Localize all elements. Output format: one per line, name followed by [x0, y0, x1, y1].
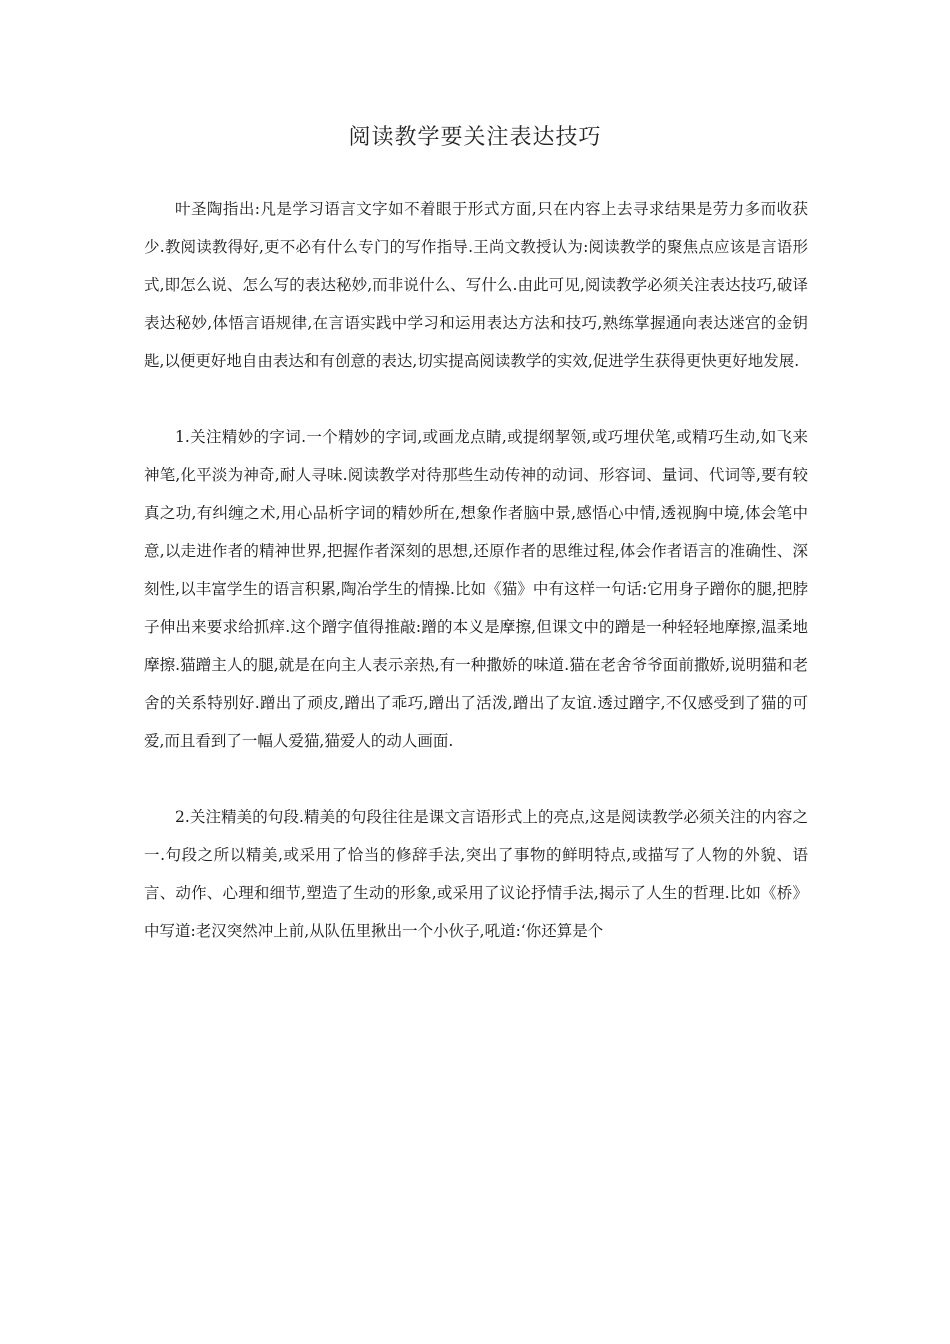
- document-body: [144, 190, 808, 988]
- paragraph-section-1: 1.关注精妙的字词.一个精妙的字词,或画龙点睛,或提纲挈领,或巧埋伏笔,或精巧生动,如飞来神笔,化平淡为神奇,耐人寻味.阅读教学对待那些生动传神的动词、形容词、量词、代词等,要有较真之功,有纠缠之术,用心品析字词的精妙所在,想象作者脑中景,感悟心中情,透视胸中境,体会笔中意,以走进作者的精神世界,把握作者深刻的思想,还原作者的思维过程,体会作者语言的准确性、深刻性,以丰富学生的语言积累,陶冶学生的情操.比如《猫》中有这样一句话:它用身子蹭你的腿,把脖子伸出来要求给抓痒.这个蹭字值得推敲:蹭的本义是摩擦,但课文中的蹭是一种轻轻地摩擦,温柔地摩擦.猫蹭主人的腿,就是在向主人表示亲热,有一种撒娇的味道.猫在老舍爷爷面前撒娇,说明猫和老舍的关系特别好.蹭出了顽皮,蹭出了乖巧,蹭出了活泼,蹭出了友谊.透过蹭字,不仅感受到了猫的可爱,而且看到了一幅人爱猫,猫爱人的动人画面.: [144, 428, 808, 750]
- paragraph-section-2: 2.关注精美的句段.精美的句段往往是课文言语形式上的亮点,这是阅读教学必须关注的内容之一.句段之所以精美,或采用了恰当的修辞手法,突出了事物的鲜明特点,或描写了人物的外貌、语言、动作、心理和细节,塑造了生动的形象,或采用了议论抒情手法,揭示了人生的哲理.比如《桥》中写道:老汉突然冲上前,从队伍里揪出一个小伙子,吼道:‘你还算是个: [144, 808, 808, 940]
- document-title: 阅读教学要关注表达技巧: [348, 125, 602, 150]
- paragraph-intro: 叶圣陶指出:凡是学习语言文字如不着眼于形式方面,只在内容上去寻求结果是劳力多而收获少.教阅读教得好,更不必有什么专门的写作指导.王尚文教授认为:阅读教学的聚焦点应该是言语形式,即怎么说、怎么写的表达秘妙,而非说什么、写什么.由此可见,阅读教学必须关注表达技巧,破译表达秘妙,体悟言语规律,在言语实践中学习和运用表达方法和技巧,熟练掌握通向表达迷宫的金钥匙,以便更好地自由表达和有创意的表达,切实提高阅读教学的实效,促进学生获得更快更好地发展.: [144, 200, 808, 370]
